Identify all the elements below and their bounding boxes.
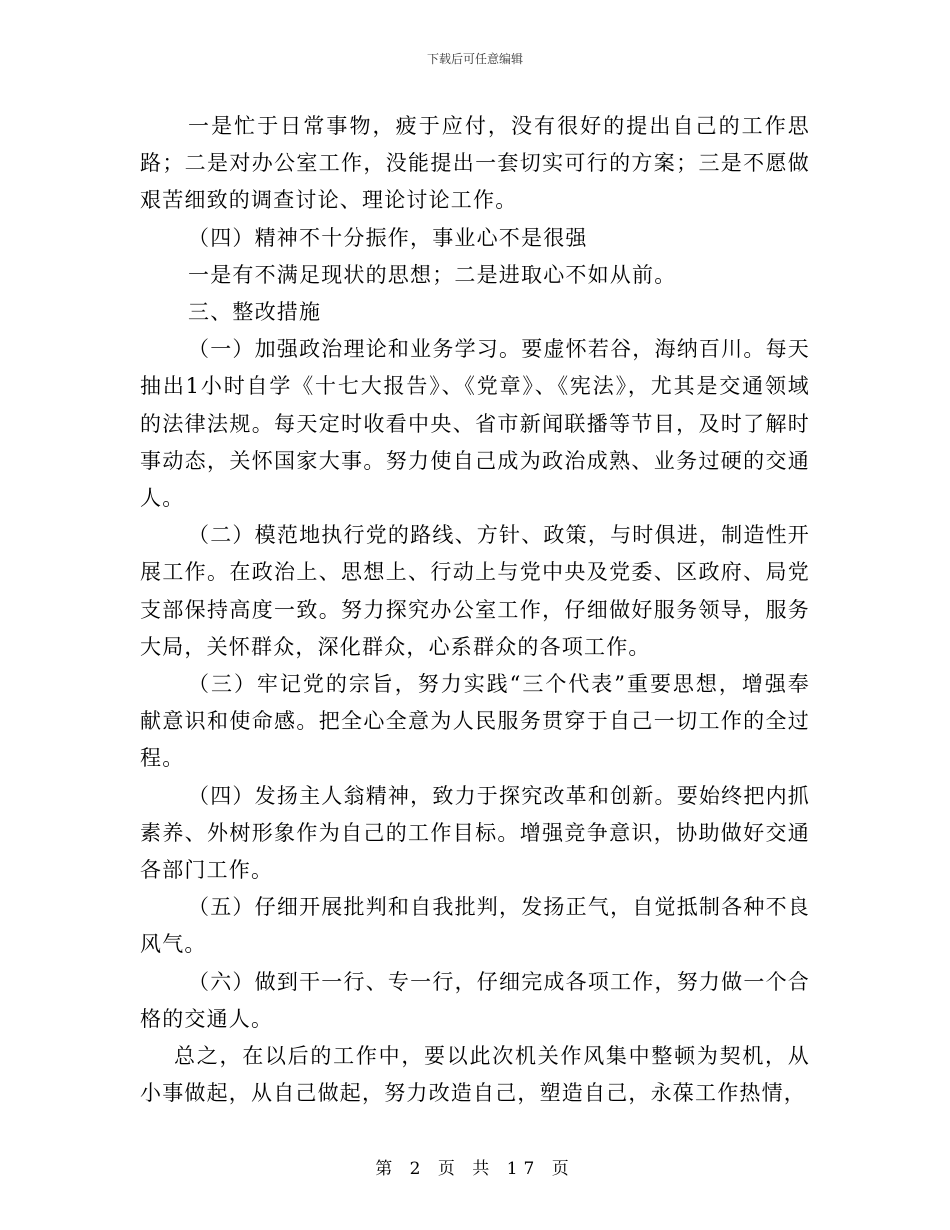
section-heading-3: 三、整改措施 [188, 300, 322, 325]
measure-4: （四）发扬主人翁精神，致力于探究改革和创新。要始终把内抓素养、外树形象作为自己的工作目标。增强竞争意识，协助做好交通各部门工作。 [140, 783, 810, 883]
measure-5: （五）仔细开展批判和自我批判，发扬正气，自觉抵制各种不良风气。 [140, 895, 810, 957]
measure-6: （六）做到干一行、专一行，仔细完成各项工作，努力做一个合格的交通人。 [140, 969, 810, 1031]
page-header: 下载后可任意编辑 [426, 52, 523, 66]
measure-2: （二）模范地执行党的路线、方针、政策，与时俱进，制造性开展工作。在政治上、思想上、行动上与党中央及党委、区政府、局党支部保持高度一致。努力探究办公室工作，仔细做好服务领导，服务大局，关怀群众，深化群众，心系群众的各项工作。 [140, 523, 810, 659]
measure-3: （三）牢记党的宗旨，努力实践“三个代表”重要思想，增强奉献意识和使命感。把全心全意为人民服务贯穿于自己一切工作的全过程。 [140, 672, 810, 771]
document-body [140, 108, 810, 1112]
conclusion-paragraph: 总之，在以后的工作中，要以此次机关作风集中整顿为契机，从小事做起，从自己做起，努力改造自己，塑造自己，永葆工作热情， [140, 1044, 810, 1106]
paragraph-1: 一是忙于日常事物，疲于应付，没有很好的提出自己的工作思路；二是对办公室工作，没能提出一套切实可行的方案；三是不愿做艰苦细致的调查讨论、理论讨论工作。 [140, 114, 810, 213]
subheading-4: （四）精神不十分振作，事业心不是很强 [188, 225, 588, 250]
page-number-footer: 第 2 页 共 17 页 [375, 1159, 575, 1179]
paragraph-2: 一是有不满足现状的思想；二是进取心不如从前。 [188, 262, 677, 287]
measure-1: （一）加强政治理论和业务学习。要虚怀若谷，海纳百川。每天抽出1小时自学《十七大报告》、《党章》、《宪法》，尤其是交通领域的法律法规。每天定时收看中央、省市新闻联播等节目，及时了解时事动态，关怀国家大事。努力使自己成为政治成熟、业务过硬的交通人。 [140, 337, 810, 511]
